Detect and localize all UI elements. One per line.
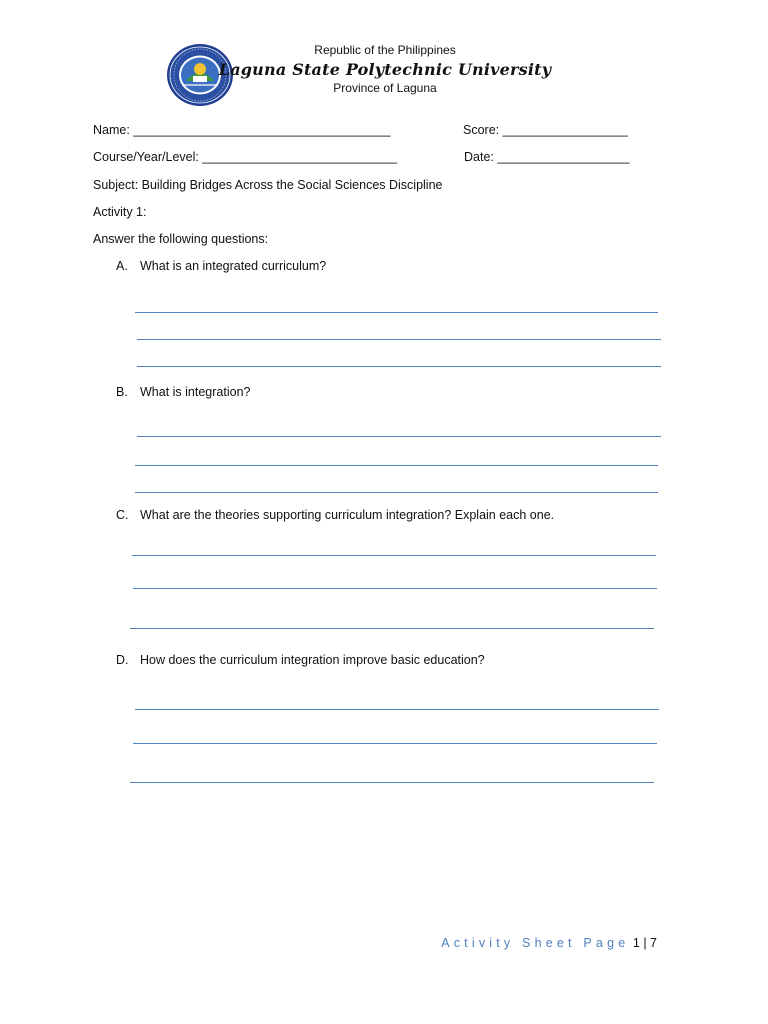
question-letter: A. bbox=[116, 259, 128, 273]
answer-line bbox=[135, 492, 658, 493]
answer-line bbox=[135, 312, 658, 313]
question-b bbox=[116, 385, 250, 399]
answer-line bbox=[130, 628, 654, 629]
question-text: How does the curriculum integration improve basic education? bbox=[140, 653, 485, 667]
question-text: What is integration? bbox=[140, 385, 251, 399]
question-letter: D. bbox=[116, 653, 129, 667]
answer-line bbox=[135, 465, 658, 466]
footer-total-pages: 7 bbox=[650, 936, 657, 950]
answer-line bbox=[130, 782, 654, 783]
footer-page-number: 1 bbox=[632, 936, 640, 950]
footer-label: Activity Sheet Page bbox=[441, 936, 630, 950]
header-province: Province of Laguna bbox=[333, 81, 437, 95]
answer-line bbox=[135, 709, 659, 710]
name-field: Name: _____________________________________ bbox=[93, 123, 391, 137]
activity-heading: Activity 1: bbox=[93, 205, 147, 219]
date-field: Date: ___________________ bbox=[464, 150, 630, 164]
course-year-level-field: Course/Year/Level: ____________________________ bbox=[93, 150, 397, 164]
question-letter: C. bbox=[116, 508, 129, 522]
question-text: What are the theories supporting curriculum integration? Explain each one. bbox=[140, 508, 555, 522]
question-letter: B. bbox=[116, 385, 128, 399]
instructions-text: Answer the following questions: bbox=[93, 232, 269, 246]
question-c bbox=[116, 508, 554, 522]
subject-line: Subject: Building Bridges Across the Social Sciences Discipline bbox=[93, 178, 443, 192]
header-republic: Republic of the Philippines bbox=[314, 43, 456, 57]
footer-separator: | bbox=[643, 936, 647, 950]
question-d bbox=[116, 653, 485, 667]
score-field: Score: __________________ bbox=[463, 123, 628, 137]
page-footer bbox=[441, 936, 657, 950]
question-text: What is an integrated curriculum? bbox=[140, 259, 327, 273]
answer-line bbox=[137, 436, 661, 437]
answer-line bbox=[137, 366, 661, 367]
answer-line bbox=[132, 555, 656, 556]
question-a bbox=[116, 259, 326, 273]
answer-line bbox=[133, 743, 657, 744]
answer-line bbox=[133, 588, 657, 589]
answer-line bbox=[137, 339, 661, 340]
header-university-name: Laguna State Polytechnic University bbox=[218, 60, 552, 79]
